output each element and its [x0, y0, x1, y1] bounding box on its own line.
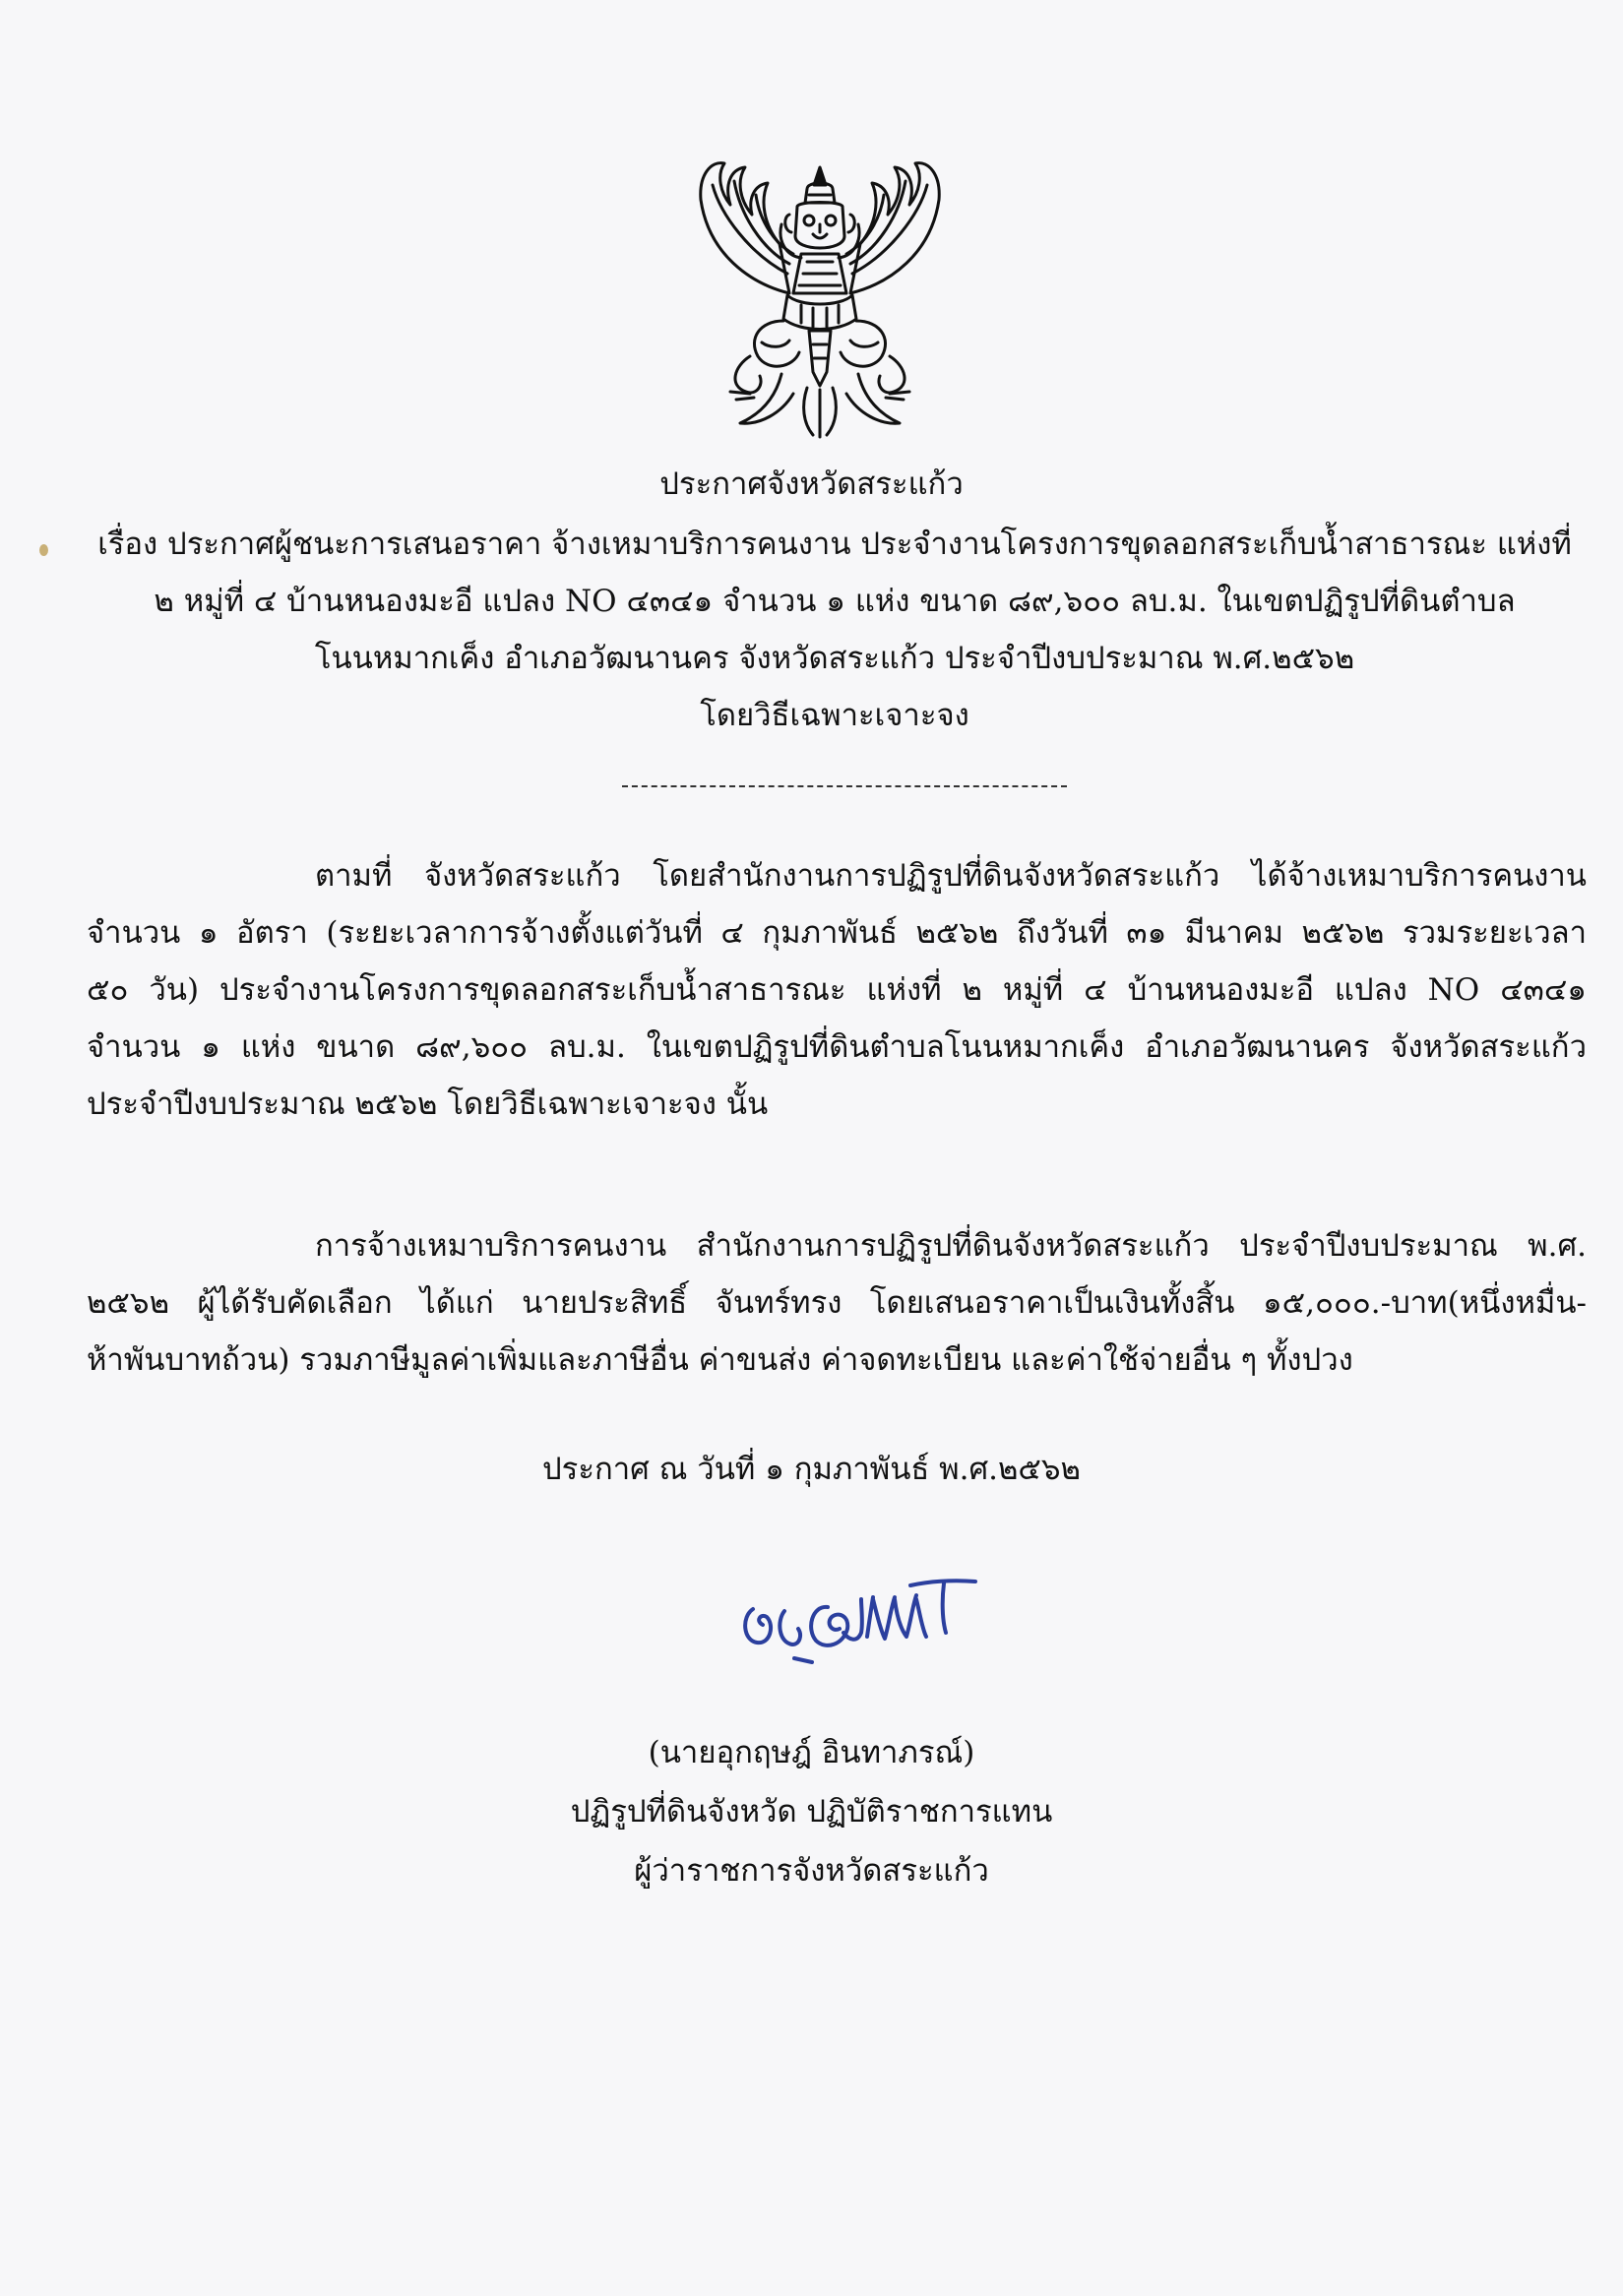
announcement-date: ประกาศ ณ วันที่ ๑ กุมภาพันธ์ พ.ศ.๒๕๖๒	[542, 1452, 1081, 1487]
paragraph-line: จำนวน ๑ แห่ง ขนาด ๘๙,๖๐๐ ลบ.ม. ในเขตปฏิรูปที่ดินตำบลโนนหมากเค็ง อำเภอวัฒนานคร จังหวัดสระแก้ว	[87, 1029, 1587, 1065]
paper-mark	[39, 544, 48, 556]
paragraph-line: จำนวน ๑ อัตรา (ระยะเวลาการจ้างตั้งแต่วันที่ ๔ กุมภาพันธ์ ๒๕๖๒ ถึงวันที่ ๓๑ มีนาคม ๒๕๖๒ รวมระยะเวลา	[87, 915, 1587, 951]
paragraph-line: ตามที่ จังหวัดสระแก้ว โดยสำนักงานการปฏิรูปที่ดินจังหวัดสระแก้ว ได้จ้างเหมาบริการคนงาน	[315, 858, 1587, 894]
subject-line: ๒ หมู่ที่ ๔ บ้านหนองมะอี แปลง NO ๔๓๔๑ จำนวน ๑ แห่ง ขนาด ๘๙,๖๐๐ ลบ.ม. ในเขตปฏิรูปที่ดินตำบล	[154, 584, 1516, 619]
handwritten-signature	[733, 1560, 991, 1668]
subject-line: โนนหมากเค็ง อำเภอวัฒนานคร จังหวัดสระแก้ว ประจำปีงบประมาณ พ.ศ.๒๕๖๒	[314, 641, 1355, 676]
paragraph-award	[87, 1226, 1587, 1397]
divider	[622, 785, 1067, 787]
paragraph-line: ๒๕๖๒ ผู้ได้รับคัดเลือก ได้แก่ นายประสิทธิ์ จันทร์ทรง โดยเสนอราคาเป็นเงินทั้งสิ้น ๑๕,๐๐๐.-บาท(หนึ่งหมื่น-	[87, 1285, 1587, 1321]
garuda-emblem-icon	[691, 146, 949, 441]
subject-line: โดยวิธีเฉพาะเจาะจง	[700, 698, 969, 733]
announcement-subject	[87, 525, 1583, 753]
announcement-authority: ประกาศจังหวัดสระแก้ว	[659, 466, 964, 502]
paragraph-background	[87, 856, 1587, 1142]
signer-position: ผู้ว่าราชการจังหวัดสระแก้ว	[634, 1853, 989, 1889]
subject-line: เรื่อง ประกาศผู้ชนะการเสนอราคา จ้างเหมาบริการคนงาน ประจำงานโครงการขุดลอกสระเก็บน้ำสาธารณะ แห่งที่	[97, 527, 1572, 562]
signer-name: (นายอุกฤษฎ์ อินทาภรณ์)	[648, 1735, 975, 1770]
signer-position: ปฏิรูปที่ดินจังหวัด ปฏิบัติราชการแทน	[570, 1794, 1053, 1830]
paragraph-line: ห้าพันบาทถ้วน) รวมภาษีมูลค่าเพิ่มและภาษีอื่น ค่าขนส่ง ค่าจดทะเบียน และค่าใช้จ่ายอื่น ๆ ทั้งปวง	[87, 1342, 1353, 1378]
paragraph-line: ๕๐ วัน) ประจำงานโครงการขุดลอกสระเก็บน้ำสาธารณะ แห่งที่ ๒ หมู่ที่ ๔ บ้านหนองมะอี แปลง NO ๔๓๔๑	[87, 972, 1587, 1008]
paragraph-line: การจ้างเหมาบริการคนงาน สำนักงานการปฏิรูปที่ดินจังหวัดสระแก้ว ประจำปีงบประมาณ พ.ศ.	[315, 1228, 1587, 1264]
paragraph-line: ประจำปีงบประมาณ ๒๕๖๒ โดยวิธีเฉพาะเจาะจง นั้น	[87, 1086, 769, 1122]
